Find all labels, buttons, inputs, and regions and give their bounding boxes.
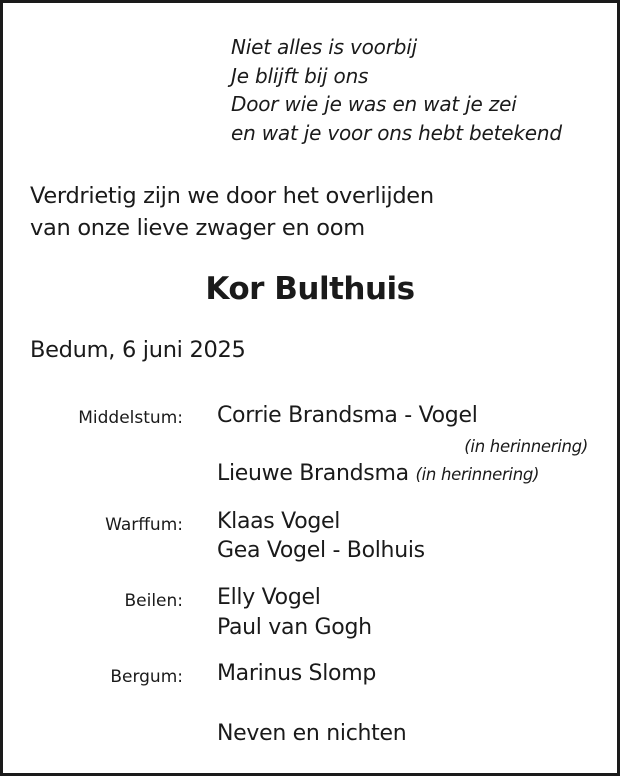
person-name: Klaas Vogel [217,509,341,534]
location-label: Middelstum: [78,408,183,428]
person-note: (in herinnering) [415,465,540,484]
location-label: Warffum: [105,515,183,535]
person-name: Paul van Gogh [217,615,372,640]
intro-line: van onze lieve zwager en oom [30,215,365,241]
poem [231,33,562,147]
intro-line: Verdrietig zijn we door het overlijden [30,183,434,209]
poem-line: Niet alles is voorbij [231,35,417,59]
intro-text [30,180,434,244]
person-name: Lieuwe Brandsma [217,461,409,486]
poem-line: Je blijft bij ons [231,63,369,88]
person-name: Corrie Brandsma - Vogel [217,403,478,428]
person-name: Gea Vogel - Bolhuis [217,538,425,563]
place-date: Bedum, 6 juni 2025 [30,337,246,363]
location-label: Beilen: [124,591,183,611]
person-note: (in herinnering) [464,437,588,456]
person-name: Elly Vogel [217,585,321,610]
person-name: Marinus Slomp [217,661,376,686]
poem-line: en wat je voor ons hebt betekend [231,120,562,145]
poem-line: Door wie je was en wat je zei [231,92,517,116]
deceased-name: Kor Bulthuis [205,271,415,307]
person-entry [217,461,539,486]
closing-line: Neven en nichten [217,721,407,746]
location-label: Bergum: [110,667,183,687]
